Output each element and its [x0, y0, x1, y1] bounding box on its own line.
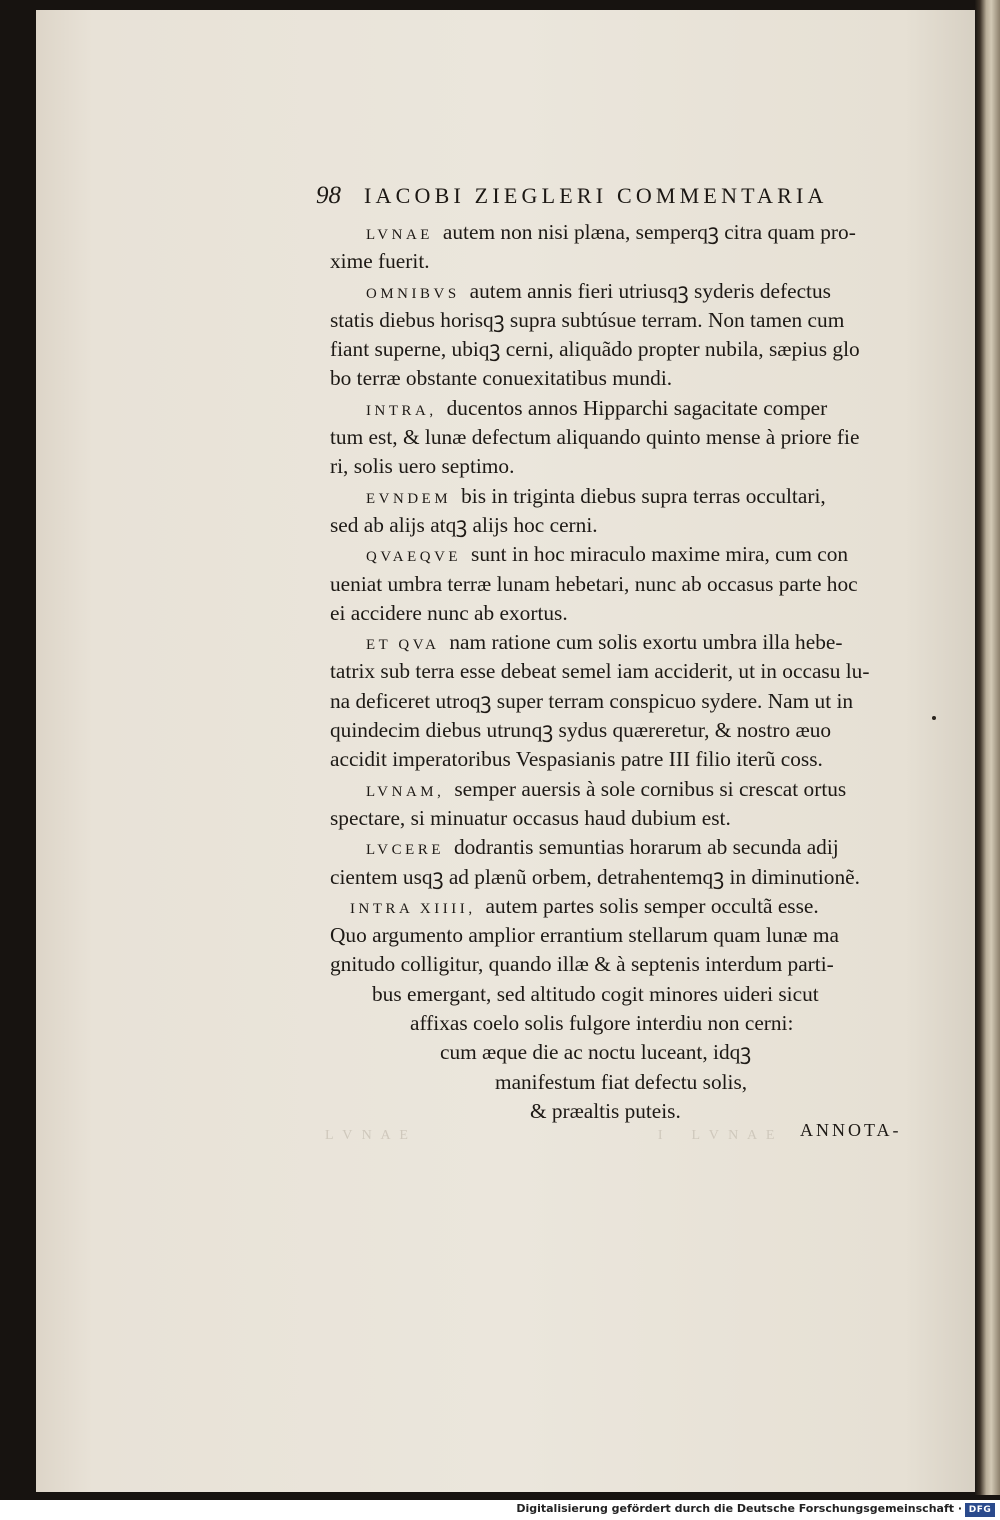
paragraph [330, 775, 926, 834]
text-line: ueniat umbra terræ lunam hebetari, nunc ab occasus parte hoc [330, 571, 858, 596]
lead-word: LVNAE [366, 227, 433, 243]
lead-word: INTRA XIIII, [350, 900, 476, 917]
text-line: accidit imperatoribus Vespasianis patre III filio iterũ coss. [330, 747, 823, 772]
text-line: Quo argumento amplior errantium stellarum quam lunæ ma [330, 923, 839, 948]
paragraph [330, 833, 926, 892]
text-line: manifestum fiat defectu solis, [495, 1069, 748, 1094]
paragraph [330, 628, 926, 774]
catchword: ANNOTA- [800, 1120, 902, 1140]
paragraph [330, 482, 926, 541]
text-line: & præaltis puteis. [530, 1098, 681, 1123]
text-line: bus emergant, sed altitudo cogit minores uideri sicut [372, 981, 819, 1006]
text-line: INTRA XIIII, autem partes solis semper occultã esse. [350, 893, 819, 918]
lead-word: QVAEQVE [366, 549, 462, 566]
text-line: tum est, & lunæ defectum aliquando quinto mense à priore fie [330, 425, 860, 450]
text-line: sed ab alijs atqꝫ alijs hoc cerni. [330, 512, 598, 537]
page-number: 98 [316, 182, 341, 209]
text-line: statis diebus horisqꝫ supra subtúsue terram. Non tamen cum [330, 307, 845, 332]
text-line: na deficeret utroqꝫ super terram conspicuo sydere. Nam ut in [330, 688, 854, 713]
text-line: affixas coelo solis fulgore interdiu non cerni: [410, 1011, 794, 1036]
text-line: spectare, si minuatur occasus haud dubium est. [330, 805, 731, 830]
book-edge [975, 0, 1000, 1495]
text-line: tatrix sub terra esse debeat semel iam acciderit, ut in occasu lu- [330, 659, 870, 684]
lead-word: LVNAM, [366, 783, 445, 800]
running-title: IACOBI ZIEGLERI COMMENTARIA [364, 183, 828, 208]
text-line: xime fuerit. [330, 249, 430, 274]
page-header [316, 182, 912, 210]
text-line: LVNAE autem non nisi plæna, semperqꝫ citra quam pro- [366, 220, 856, 244]
footer-bar [0, 1500, 1000, 1520]
text-line: fiant superne, ubiqꝫ cerni, aliquãdo propter nubila, sæpius glo [330, 337, 860, 362]
dfg-logo: DFG [965, 1503, 995, 1517]
text-line: ri, solis uero septimo. [330, 454, 515, 479]
text-line: ET QVA nam ratione cum solis exortu umbra illa hebe- [366, 630, 843, 655]
paragraph [330, 394, 926, 482]
paragraph [330, 540, 926, 628]
lead-word: EVNDEM [366, 490, 452, 507]
lead-word: OMNIBVS [366, 285, 460, 302]
text-line: cientem usqꝫ ad plænũ orbem, detrahentemqꝫ in diminutionẽ. [330, 864, 860, 889]
lead-word: INTRA, [366, 402, 437, 419]
text-line: bo terræ obstante conuexitatibus mundi. [330, 366, 673, 391]
paragraph [330, 218, 926, 277]
text-line: LVNAM, semper auersis à sole cornibus si crescat ortus [366, 776, 847, 801]
digitization-credit: Digitalisierung gefördert durch die Deutsche Forschungsgemeinschaft · [516, 1502, 962, 1515]
lead-word: LVCERE [366, 842, 445, 859]
text-line: cum æque die ac noctu luceant, idqꝫ [440, 1040, 752, 1065]
text-line: ei accidere nunc ab exortus. [330, 600, 568, 625]
paragraph [330, 892, 926, 1126]
text-line: QVAEQVE sunt in hoc miraculo maxime mira, cum con [366, 542, 849, 567]
text-block [330, 218, 926, 1126]
text-line: EVNDEM bis in triginta diebus supra terras occultari, [366, 483, 826, 508]
show-through-text: L V N A E I L V N A E [325, 1128, 778, 1143]
text-line: LVCERE dodrantis semuntias horarum ab secunda adij [366, 835, 839, 860]
text-line: gnitudo colligitur, quando illæ & à septenis interdum parti- [330, 952, 834, 977]
text-line: quindecim diebus utrunqꝫ sydus quæreretur, & nostro æuo [330, 718, 832, 743]
text-line: OMNIBVS autem annis fieri utriusqꝫ syderis defectus [366, 278, 831, 303]
lead-word: ET QVA [366, 637, 440, 654]
margin-mark [932, 716, 936, 720]
paragraph [330, 277, 926, 394]
text-line: INTRA, ducentos annos Hipparchi sagacitate comper [366, 395, 828, 420]
